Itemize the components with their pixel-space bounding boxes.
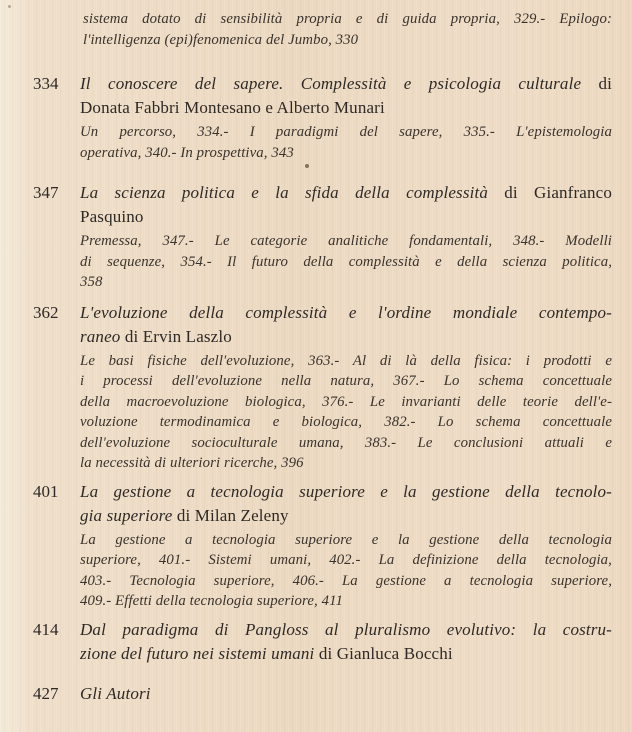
- entry-page-number: 427: [33, 683, 59, 703]
- toc-entry: [33, 618, 612, 666]
- entry-subsection-line: Premessa, 347.- Le categorie analitiche fondamentali, 348.- Modelli: [80, 233, 612, 249]
- toc-entry: [33, 181, 612, 293]
- entry-title-line: [80, 642, 612, 666]
- title-text: gia superiore: [80, 505, 173, 525]
- author-text: di: [581, 74, 612, 93]
- entry-subsection-line: Le basi fisiche dell'evoluzione, 363.- Al di là della fisica: i prodotti e: [80, 352, 612, 369]
- title-text: Il conoscere del sapere. Complessità e psicologia culturale: [80, 74, 582, 93]
- paper-speck: [8, 5, 11, 8]
- title-text: Gli Autori: [80, 683, 151, 703]
- author-text: di Ervin Laszlo: [120, 326, 232, 346]
- entry-page-number: 347: [33, 183, 59, 202]
- entry-body: [80, 480, 612, 612]
- entry-subsection-line: 358: [80, 274, 103, 290]
- entry-subsection-line: la necessità di ulteriori ricerche, 396: [80, 455, 304, 471]
- entry-page-number: 401: [33, 481, 59, 501]
- entry-title-line: [80, 96, 612, 120]
- title-text: La scienza politica e la sfida della complessità: [80, 183, 488, 202]
- entry-title-line: [80, 205, 612, 229]
- entry-title-line: [80, 181, 612, 205]
- entry-body: [80, 72, 612, 163]
- entry-subsections: [80, 122, 612, 163]
- entry-body: [80, 682, 612, 706]
- toc-entry: [33, 480, 612, 612]
- author-text: Pasquino: [80, 207, 144, 226]
- entry-subsection-line: superiore, 401.- Sistemi umani, 402.- La definizione della tecnologia,: [80, 552, 612, 568]
- entry-subsection-line: di sequenze, 354.- Il futuro della complessità e della scienza politica,: [80, 253, 612, 270]
- entry-title-line: [80, 504, 612, 528]
- title-text: zione del futuro nei sistemi umani: [80, 643, 315, 663]
- toc-entries: [33, 72, 612, 706]
- title-text: Dal paradigma di Pangloss al pluralismo evolutivo: la costru-: [80, 619, 612, 639]
- entry-subsection-line: 403.- Tecnologia superiore, 406.- La gestione a tecnologia superiore,: [80, 572, 612, 589]
- toc-continuation-paragraph: [83, 9, 612, 50]
- entry-subsection-line: voluzione termodinamica e biologica, 382.- Lo schema concettuale: [80, 414, 612, 430]
- author-text: di Gianluca Bocchi: [314, 643, 453, 663]
- entry-title-line: [80, 72, 612, 96]
- title-text: L'evoluzione della complessità e l'ordine mondiale contempo-: [80, 302, 612, 322]
- entry-body: [80, 301, 612, 474]
- toc-continuation-line: sistema dotato di sensibilità propria e di guida propria, 329.- Epilogo:: [83, 11, 612, 27]
- entry-subsection-line: della macroevoluzione biologica, 376.- Le invarianti delle teorie dell'e-: [80, 393, 612, 410]
- entry-subsection-line: 409.- Effetti della tecnologia superiore, 411: [80, 593, 343, 609]
- entry-subsections: [80, 351, 612, 474]
- entry-subsection-line: La gestione a tecnologia superiore e la gestione della tecnologia: [80, 531, 612, 548]
- toc-entry: [33, 682, 612, 706]
- author-text: Donata Fabbri Montesano e Alberto Munari: [80, 98, 385, 117]
- entry-subsection-line: i processi dell'evoluzione nella natura, 367.- Lo schema concettuale: [80, 373, 612, 389]
- entry-title-line: [80, 682, 612, 706]
- toc-entry: [33, 301, 612, 474]
- author-text: di Milan Zeleny: [172, 505, 289, 525]
- entry-subsections: [80, 231, 612, 293]
- toc-continuation-line: l'intelligenza (epi)fenomenica del Jumbo, 330: [83, 31, 359, 48]
- entry-subsection-line: operativa, 340.- In prospettiva, 343: [80, 144, 294, 161]
- author-text: di Gianfranco: [487, 183, 612, 202]
- entry-page-number: 362: [33, 302, 59, 322]
- entry-subsection-line: dell'evoluzione socioculturale umana, 383.- Le conclusioni attuali e: [80, 434, 612, 451]
- entry-title-line: [80, 325, 612, 349]
- entry-title-line: [80, 480, 612, 504]
- entry-subsections: [80, 530, 612, 612]
- toc-entry: [33, 72, 612, 163]
- entry-title-line: [80, 301, 612, 325]
- paper-speck: [305, 164, 309, 168]
- entry-body: [80, 181, 612, 293]
- entry-subsection-line: Un percorso, 334.- I paradigmi del sapere, 335.- L'epistemologia: [80, 124, 612, 140]
- title-text: La gestione a tecnologia superiore e la gestione della tecnolo-: [80, 481, 612, 501]
- entry-page-number: 334: [33, 74, 59, 93]
- entry-page-number: 414: [33, 619, 59, 639]
- title-text: raneo: [80, 326, 121, 346]
- entry-body: [80, 618, 612, 666]
- entry-title-line: [80, 618, 612, 642]
